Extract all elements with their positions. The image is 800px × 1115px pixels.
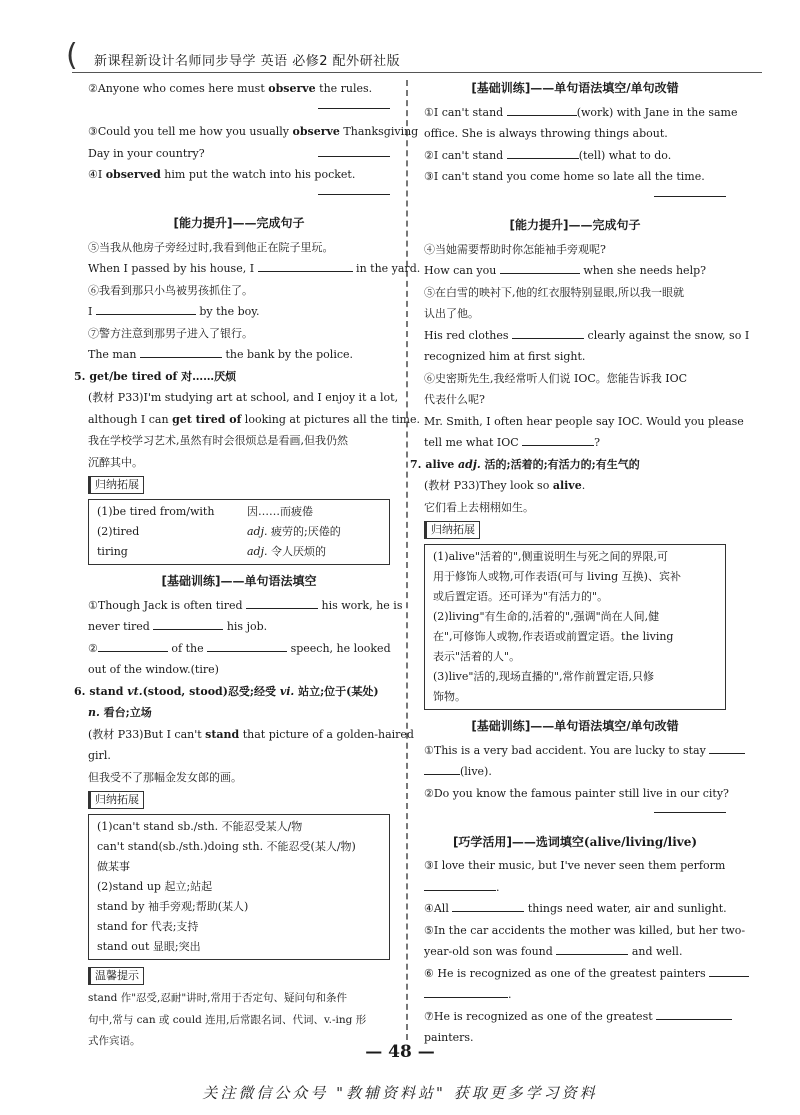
exercise-item: His red clothes clearly against the snow, so I (424, 325, 726, 347)
translation: 我在学校学习艺术,虽然有时会很烦总是看画,但我仍然 (88, 434, 348, 447)
section-heading: [能力提升]——完成句子 (173, 216, 305, 230)
exercise-item: ⑥史密斯先生,我经常听人们说 IOC。您能告诉我 IOC (424, 371, 688, 385)
answer-blank[interactable] (424, 761, 460, 775)
tip-text: 式作宾语。 (88, 1035, 141, 1047)
section-heading: [巧学活用]——选词填空(alive/living/live) (452, 834, 698, 849)
exercise-item: ①I can't stand (work) with Jane in the same (424, 102, 726, 124)
exercise-item: When I passed by his house, I in the yard. (88, 258, 390, 280)
box-line: 做某事 (97, 860, 130, 873)
exercise-item: The man the bank by the police. (88, 344, 390, 366)
exercise-item: ②Do you know the famous painter still live in our city? (424, 786, 729, 800)
exercise-item: I by the boy. (88, 301, 390, 323)
answer-blank[interactable] (452, 898, 524, 912)
right-column (410, 78, 750, 1049)
exercise-item: ④当她需要帮助时你怎能袖手旁观呢? (424, 242, 606, 256)
exercise-item: ⑤在白雪的映衬下,他的红衣服特别显眼,所以我一眼就 (424, 285, 684, 299)
exercise-item: ②Anyone who comes here must observe the rules. (88, 82, 373, 95)
exercise-item: ⑥ He is recognized as one of the greatest painters (424, 963, 726, 985)
box-line: stand out 显眼;突出 (97, 940, 201, 953)
box-line: 或后置定语。还可译为"有活力的"。 (433, 590, 609, 603)
summary-box (424, 544, 726, 710)
footer-note: 关注微信公众号 "教辅资料站" 获取更多学习资料 (202, 1084, 598, 1102)
answer-blank[interactable] (424, 984, 508, 998)
translation: 它们看上去栩栩如生。 (424, 500, 534, 514)
exercise-item: 认出了他。 (424, 307, 479, 320)
example-sentence: girl. (88, 749, 111, 762)
exercise-item: 代表什么呢? (424, 393, 485, 406)
box-line: (2)tired adj. 疲劳的;厌倦的 (97, 525, 341, 538)
exercise-item: ①This is a very bad accident. You are lucky to stay (424, 740, 726, 762)
column-divider (406, 80, 408, 1040)
section-heading: [基础训练]——单句语法填空 (161, 574, 317, 588)
exercise-item: ② of the speech, he looked (88, 638, 390, 660)
exercise-item: ②I can't stand (tell) what to do. (424, 145, 726, 167)
exercise-item: Day in your country? (88, 143, 390, 165)
box-line: 饰物。 (433, 690, 466, 703)
box-line: (1)can't stand sb./sth. 不能忍受某人/物 (97, 820, 303, 833)
section-heading: [基础训练]——单句语法填空/单句改错 (471, 81, 679, 95)
exercise-item: office. She is always throwing things about. (424, 127, 668, 140)
box-line: 在",可修饰人或物,作表语或前置定语。the living (433, 630, 674, 643)
exercise-item: ⑦警方注意到那男子进入了银行。 (88, 326, 253, 340)
exercise-item: ③Could you tell me how you usually observe Thanksgiving (88, 125, 419, 138)
example-sentence: (教材 P33)I'm studying art at school, and I enjoy it a lot, (88, 391, 399, 404)
box-line: stand by 袖手旁观;帮助(某人) (97, 900, 249, 913)
exercise-item: year-old son was found and well. (424, 941, 726, 963)
tag-label: 归纳拓展 (88, 476, 144, 494)
header-title: 新课程新设计名师同步导学 英语 必修2 配外研社版 (94, 54, 401, 69)
page-header (66, 38, 762, 73)
tag-label: 归纳拓展 (424, 521, 480, 539)
box-line: (2)living"有生命的,活着的",强调"尚在人间,健 (433, 610, 660, 623)
box-line: tiring adj. 令人厌烦的 (97, 545, 327, 558)
answer-blank[interactable] (522, 432, 594, 446)
exercise-item: (live). (424, 761, 726, 783)
exercise-item: out of the window.(tire) (88, 663, 219, 676)
exercise-item: ⑤In the car accidents the mother was killed, but her two- (424, 923, 746, 937)
entry-heading: 5. get/be tired of 对……厌烦 (74, 369, 237, 383)
exercise-item: tell me what IOC ? (424, 432, 726, 454)
box-line: (2)stand up 起立;站起 (97, 880, 213, 893)
exercise-item: . (424, 877, 726, 899)
left-column (74, 78, 421, 1053)
box-line: (1)alive"活着的",侧重说明生与死之间的界限,可 (433, 550, 669, 563)
answer-blank[interactable] (507, 145, 579, 159)
answer-blank[interactable] (246, 595, 318, 609)
tip-text: stand 作"忍受,忍耐"讲时,常用于否定句、疑问句和条件 (88, 992, 348, 1004)
translation: 沉醉其中。 (88, 455, 143, 469)
answer-blank[interactable] (98, 638, 168, 652)
answer-blank[interactable] (88, 186, 390, 208)
box-line: 用于修饰人或物,可作表语(可与 living 互换)、宾补 (433, 570, 681, 583)
exercise-item: ①Though Jack is often tired his work, he is (88, 595, 390, 617)
exercise-item: ④I observed him put the watch into his pocket. (88, 168, 356, 181)
box-line: (3)live"活的,现场直播的",常作前置定语,只修 (433, 670, 654, 683)
exercise-item: never tired his job. (88, 616, 390, 638)
exercise-item: painters. (424, 1031, 474, 1044)
exercise-item: ⑤当我从他房子旁经过时,我看到他正在院子里玩。 (88, 240, 334, 254)
entry-heading: n. 看台;立场 (88, 706, 152, 719)
answer-blank[interactable] (500, 260, 580, 274)
exercise-item: recognized him at first sight. (424, 350, 586, 363)
answer-blank[interactable] (424, 804, 726, 826)
exercise-item: ④All things need water, air and sunlight. (424, 898, 726, 920)
entry-heading: 7. alive adj. 活的;活着的;有活力的;有生气的 (410, 457, 640, 471)
box-line: 表示"活着的人"。 (433, 650, 521, 663)
answer-blank[interactable] (709, 963, 749, 977)
answer-blank[interactable] (512, 325, 584, 339)
answer-blank[interactable] (656, 1006, 732, 1020)
tip-text: 句中,常与 can 或 could 连用,后常跟名词、代词、v.-ing 形 (88, 1013, 367, 1026)
answer-blank[interactable] (424, 877, 496, 891)
tag-label: 温馨提示 (88, 967, 144, 985)
answer-blank[interactable] (709, 740, 745, 754)
entry-heading: 6. stand vt.(stood, stood)忍受;经受 vi. 站立;位于(某处) (74, 684, 379, 698)
section-heading: [能力提升]——完成句子 (509, 218, 641, 232)
exercise-item: ③I love their music, but I've never seen them perform (424, 859, 726, 872)
exercise-item: ⑦He is recognized as one of the greatest (424, 1006, 726, 1028)
tag-label: 归纳拓展 (88, 791, 144, 809)
answer-blank[interactable] (207, 638, 287, 652)
example-sentence: (教材 P33)But I can't stand that picture of a golden-haired (88, 727, 414, 741)
box-line: can't stand(sb./sth.)doing sth. 不能忍受(某人/物) (97, 840, 356, 853)
answer-blank[interactable] (556, 941, 628, 955)
answer-blank[interactable] (424, 188, 726, 210)
box-line: stand for 代表;支持 (97, 920, 199, 933)
example-sentence: although I can get tired of looking at pictures all the time. (88, 412, 420, 426)
answer-blank[interactable] (258, 258, 353, 272)
answer-blank[interactable] (318, 143, 390, 157)
page-number: — 48 — (365, 1042, 435, 1062)
answer-blank[interactable] (507, 102, 577, 116)
section-heading: [基础训练]——单句语法填空/单句改错 (471, 719, 679, 733)
header-decoration: ( (66, 38, 78, 73)
exercise-item: . (424, 984, 726, 1006)
answer-blank[interactable] (153, 616, 223, 630)
answer-blank[interactable] (88, 100, 390, 122)
summary-box (88, 499, 390, 565)
answer-blank[interactable] (140, 344, 222, 358)
example-sentence: (教材 P33)They look so alive. (424, 479, 586, 492)
exercise-item: How can you when she needs help? (424, 260, 726, 282)
box-line: (1)be tired from/with 因……而疲倦 (97, 505, 313, 518)
exercise-item: ③I can't stand you come home so late all the time. (424, 170, 705, 183)
answer-blank[interactable] (96, 301, 196, 315)
summary-box (88, 814, 390, 960)
exercise-item: ⑥我看到那只小鸟被男孩抓住了。 (88, 283, 253, 297)
exercise-item: Mr. Smith, I often hear people say IOC. Would you please (424, 414, 744, 428)
translation: 但我受不了那幅金发女郎的画。 (88, 770, 242, 784)
